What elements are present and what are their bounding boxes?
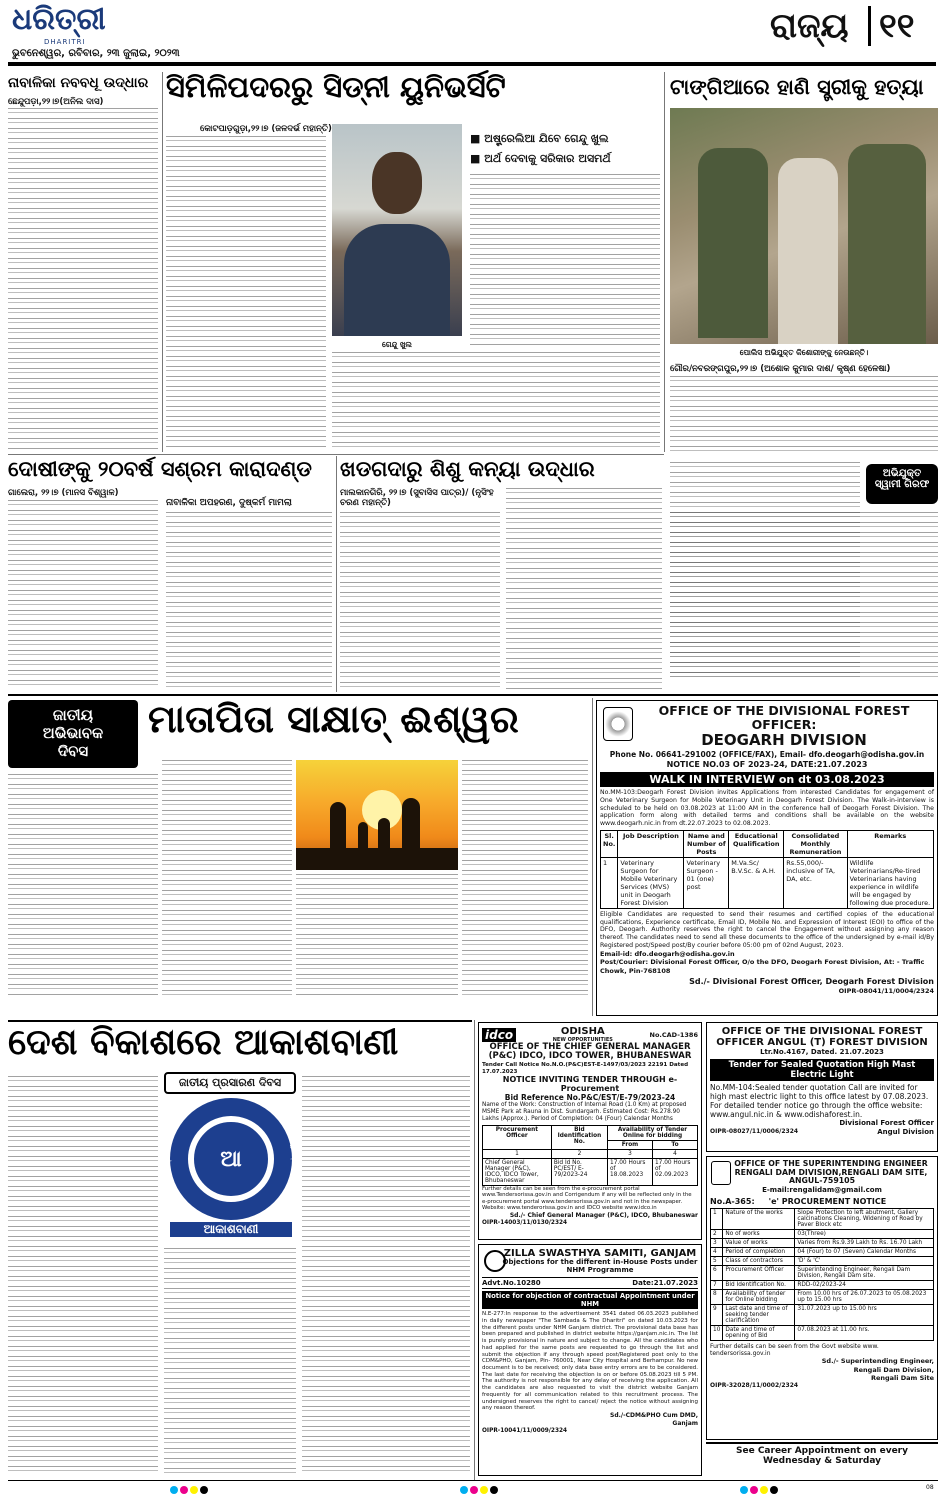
story2-caption: ଗେନ୍ଦୁ ଖୁଲ bbox=[382, 340, 412, 349]
table-cell: Superintending Engineer, Rengali Dam Division, Rengali Dam site. bbox=[795, 1265, 934, 1280]
divider bbox=[592, 698, 593, 1016]
story3-headline: ଟାଙ୍ଗିଆରେ ହାଣି ସ୍ତ୍ରୀକୁ ହତ୍ୟା bbox=[670, 75, 924, 99]
table-cell: 3 bbox=[711, 1238, 723, 1247]
divider bbox=[474, 1020, 475, 1480]
th: Sl. No. bbox=[601, 830, 618, 857]
tag-line: ସ୍ୱାମୀ ଗିରଫ bbox=[874, 479, 930, 490]
story3-photo bbox=[670, 108, 938, 344]
td: M.Va.Sc/ B.V.Sc. & A.H. bbox=[729, 857, 784, 908]
ad-sign: Sd./- Divisional Forest Officer, Deogarh Forest Division bbox=[689, 976, 934, 986]
ad-no: No.CAD-1386 bbox=[649, 1030, 698, 1039]
story1-headline: ନାବାଳିକା ନବବଧୂ ଉଦ୍ଧାର bbox=[8, 75, 149, 91]
ad-sign-2: Angul Division bbox=[877, 1128, 934, 1137]
tag-line: ଜାତୀୟ bbox=[52, 706, 94, 724]
table-cell: 10 bbox=[711, 1325, 723, 1340]
ad-body: N.E-277:In response to the advertisement 3541 dated 06.03.2023 published in daily newspaper "The Sambada & The Dharitri" on dated 10.03.2023 for the different posts under NHM Ganjam district. The provisional data base has been prepared and published in district website https://ganjam.nic.in. The list is purely provisional in nature and subject to change. All the candidates who had applied for the same posts are requested to go through the list and submit the objection if any through speed post/Registered post only to the CDM&PHO, Ganjam, Pin- 760001, Near City Hospital and Berhampur. No new document is to be received; only data base entry errors are to be considered. The last date for receiving the objection is on or before 05.08.2023 till 5 PM. The authority is not responsible for any delay of receiving the application. All the candidates are also requested to visit the district website Ganjam frequently for all communication related to this recruitment process. The undersigned reserves the right to cancel/ reject the notice without assigning any reason thereof. bbox=[482, 1311, 698, 1412]
table-cell: 8 bbox=[711, 1289, 723, 1304]
table-cell: 31.07.2023 up to 15.00 hrs bbox=[795, 1304, 934, 1325]
section-title: ରାଜ୍ୟ bbox=[770, 6, 849, 46]
table-cell: Date and time of opening of Bid bbox=[723, 1325, 795, 1340]
story5-byline: ମାଲକାନଗିରି, ୨୨।୭ (ସୁବାସିସ ପାତ୍ର)/ (ନୃସିଂହ ଚରଣ ମହାନ୍ତି) bbox=[340, 488, 494, 508]
story1-body bbox=[8, 108, 158, 450]
table-row bbox=[711, 1256, 934, 1265]
story2-body-lower bbox=[332, 352, 660, 450]
table-row bbox=[711, 1247, 934, 1256]
idco-logo: idco bbox=[482, 1028, 516, 1042]
td: 4 bbox=[652, 1149, 697, 1158]
ad-sign-2: Ganjam bbox=[672, 1419, 698, 1427]
feature2-body-1 bbox=[8, 1076, 158, 1476]
table-cell: 07.08.2023 at 11.00 hrs. bbox=[795, 1325, 934, 1340]
story3-tag bbox=[866, 464, 938, 504]
ad-zss-ganjam bbox=[478, 1244, 702, 1476]
th: Availability of Tender Online for bidding bbox=[608, 1125, 698, 1140]
bullet-text: ଅଷ୍ଟ୍ରେଲିଆ ଯିବେ ଗେନ୍ଦୁ ଖୁଲ bbox=[484, 132, 609, 145]
table-cell: 04 (Four) to 07 (Seven) Calendar Months bbox=[795, 1247, 934, 1256]
table-cell: Nature of the works bbox=[723, 1208, 795, 1229]
story2-body-col1 bbox=[166, 136, 326, 450]
ad-body: Further details can be seen from the Govt website www. tendersorissa.gov.in bbox=[710, 1342, 879, 1357]
ad-table bbox=[600, 830, 934, 909]
ad-body: Further details can be seen from the e-procurement portal www.Tendersorissa.gov.in and Corrigendum if any will be reflected only in the e-procurement portal www.tendersorissa.gov.in and not in the newspaper. Website: www.tenderorissa.gov.in and IDCO website www.idco.in bbox=[482, 1185, 692, 1212]
ad-subtitle: Objections for the different in-House Posts under NHM Programme bbox=[502, 1258, 698, 1274]
career-line-2: Wednesday & Saturday bbox=[762, 1456, 882, 1466]
ad-ref: OIPR-10041/11/0009/2324 bbox=[482, 1427, 568, 1434]
table-cell: Value of works bbox=[723, 1238, 795, 1247]
ad-table bbox=[482, 1125, 698, 1186]
ad-ref: OIPR-14003/11/0130/2324 bbox=[482, 1219, 568, 1226]
ad-inviting: NOTICE INVITING TENDER THROUGH e-Procurement bbox=[502, 1075, 678, 1094]
story4-headline: ଦୋଷୀଙ୍କୁ ୨୦ବର୍ଷ ସଶ୍ରମ କାରାଦଣ୍ଡ bbox=[8, 457, 312, 481]
ad-date: Date:21.07.2023 bbox=[632, 1279, 698, 1288]
ad-sign-1: Sd./- Superintending Engineer, bbox=[821, 1357, 934, 1366]
feature1-body-3 bbox=[296, 874, 458, 996]
ad-bid-ref: Bid Reference No.P&C/EST/E-79/2023-24 bbox=[504, 1092, 676, 1102]
story1-byline: ଛେନ୍ଦୁପଡ଼ା,୨୨।୭(ଅନିଲ ଦାସ) bbox=[8, 97, 104, 107]
tag-line: ଅଭିଯୁକ୍ତ bbox=[882, 468, 922, 479]
table-cell: 4 bbox=[711, 1247, 723, 1256]
ad-title-2: DEOGARH DIVISION bbox=[701, 730, 867, 749]
table-cell: Slope Protection to left abutment, Gallery calcinations Cleaning, Widening of Road by Paver Block etc bbox=[795, 1208, 934, 1229]
story2-photo bbox=[332, 124, 462, 336]
table-cell: 2 bbox=[711, 1229, 723, 1238]
air-logo-arc-left: ବହୁଜନ ହିତାୟ bbox=[164, 1159, 172, 1196]
ad-body: No.MM-104:Sealed tender quotation Call are invited for high mast electric light to this office latest by 07.08.2023. For detailed tender notice go through the office website: www.angul.nic.in & www.odishaforest.in. bbox=[710, 1083, 929, 1120]
ad-title-2: RENGALI DAM DIVISION,RENGALI DAM SITE, bbox=[734, 1167, 928, 1177]
ad-sign-2: Rengali Dam Division, bbox=[853, 1365, 934, 1374]
zss-logo-icon bbox=[484, 1250, 506, 1272]
ad-email: Email-id: dfo.deogarh@odisha.gov.in bbox=[600, 949, 735, 958]
table-cell: Bid Identification No. bbox=[723, 1280, 795, 1289]
td: Wildlife Veterinarians/Re-tired Veterinarians having experience in wildlife will be engaged by following due procedure. bbox=[847, 857, 933, 908]
table-row bbox=[711, 1229, 934, 1238]
td: Veterinary Surgeon for Mobile Veterinary Services (MVS) unit in Deogarh Forest Division bbox=[618, 857, 684, 908]
tag-line: ଅଭିଭାବକ bbox=[42, 724, 104, 742]
table-cell: No of works bbox=[723, 1229, 795, 1238]
odisha-emblem-icon bbox=[603, 707, 633, 741]
story4-subhead: ନାବାଳିକା ଅପହରଣ, ଦୁଷ୍କର୍ମ ମାମଲା bbox=[166, 498, 292, 508]
air-logo-mark: ଆ bbox=[220, 1147, 242, 1172]
feature1-tag bbox=[8, 700, 138, 768]
table-cell: 03(Three) bbox=[795, 1229, 934, 1238]
feature1-sunset-illustration bbox=[296, 760, 458, 870]
story3-caption: ପୋଲିସ ଅଭିଯୁକ୍ତ କିଶୋରୀଙ୍କୁ ନେଉଛନ୍ତି। bbox=[739, 348, 869, 357]
ad-sign-1: Divisional Forest Officer bbox=[839, 1119, 934, 1128]
ad-email: E-mail:rengalidam@gmail.com bbox=[762, 1185, 882, 1194]
air-logo bbox=[166, 1098, 296, 1242]
table-row bbox=[711, 1304, 934, 1325]
bullet-text: ଅର୍ଥ ଦେବାକୁ ସରିକାର ଅସମର୍ଥ bbox=[484, 152, 611, 165]
th: Name and Number of Posts bbox=[684, 830, 729, 857]
ad-banner: WALK IN INTERVIEW on dt 03.08.2023 bbox=[600, 772, 934, 787]
masthead-rule bbox=[8, 62, 936, 66]
table-cell: 7 bbox=[711, 1280, 723, 1289]
ad-work: Name of the Work: Construction of Internal Road (1.0 Km) at proposed MSME Park at Rauna in Dist. Sundargarh. Estimated Cost: Rs.278.90 Lakhs (Approx.). Period of Completion: 04 (Four) Calendar Months bbox=[482, 1102, 687, 1122]
td: 1 bbox=[601, 857, 618, 908]
divider bbox=[664, 72, 665, 452]
ad-ref: OIPR-08041/11/0004/2324 bbox=[838, 987, 934, 996]
odisha-emblem-icon bbox=[711, 1161, 731, 1185]
td: Bid Id No. PC/EST/ E-79/2023-24 bbox=[551, 1158, 607, 1185]
ad-idco bbox=[478, 1022, 702, 1240]
table-row bbox=[711, 1265, 934, 1280]
story4-body-1 bbox=[8, 500, 158, 690]
divider bbox=[162, 72, 163, 452]
story5-body-1 bbox=[340, 512, 500, 690]
table-row bbox=[711, 1238, 934, 1247]
dateline: ଭୁବନେଶ୍ୱର, ରବିବାର, ୨୩ ଜୁଲାଇ, ୨୦୨୩ bbox=[12, 48, 180, 59]
ad-banner: Tender for Sealed Quotation High Mast Electric Light bbox=[710, 1059, 934, 1081]
ad-title: OFFICE OF THE DIVISIONAL FOREST OFFICER ANGUL (T) FOREST DIVISION bbox=[716, 1026, 928, 1048]
footer-rule bbox=[8, 1480, 938, 1481]
td: 3 bbox=[608, 1149, 653, 1158]
ad-notice-title: 'e' PROCUREMENT NOTICE bbox=[768, 1196, 887, 1206]
air-logo-arc-right: ବହୁଜନ ସୁଖାୟ bbox=[290, 1122, 298, 1160]
ad-courier: Post/Courier: Divisional Forest Officer, O/o the DFO, Deogarh Forest Division, At: - Traffic Chowk, Pin-768108 bbox=[600, 958, 925, 975]
ad-banner: Notice for objection of contractual Appointment under NHM bbox=[482, 1291, 698, 1309]
td: 2 bbox=[551, 1149, 607, 1158]
odisha-logo-text: ODISHA bbox=[560, 1026, 605, 1037]
table-cell: From 10.00 hrs of 26.07.2023 to 05.08.2023 up to 15.00 hrs bbox=[795, 1289, 934, 1304]
divider bbox=[336, 456, 337, 692]
table-row bbox=[711, 1325, 934, 1340]
ad-sign-3: Rengali Dam Site bbox=[870, 1374, 934, 1383]
story2-byline: କୋଟପାଡ଼ଗୁଡ଼ା,୨୨।୭ (ଜଳଦର୍ଭ ମହାନ୍ତି) bbox=[200, 124, 332, 134]
ad-notice: NOTICE NO.03 OF 2023-24, DATE:21.07.2023 bbox=[666, 759, 868, 769]
ad-advt: Advt.No.10280 bbox=[482, 1279, 541, 1288]
ad-title-1: OFFICE OF THE DIVISIONAL FOREST OFFICER: bbox=[658, 703, 910, 732]
feature2-body-2 bbox=[164, 1248, 296, 1476]
ad-angul-forest bbox=[706, 1022, 938, 1152]
table-row bbox=[711, 1280, 934, 1289]
ad-table bbox=[710, 1208, 934, 1341]
table-cell: Procurement Officer bbox=[723, 1265, 795, 1280]
masthead bbox=[0, 0, 945, 70]
feature2-body-3 bbox=[302, 1076, 470, 1476]
table-cell: Last date and time of seeking tender clarification bbox=[723, 1304, 795, 1325]
td: Chief General Manager (P&C), IDCO, IDCO Tower, Bhubaneswar bbox=[483, 1158, 552, 1185]
story3-body-top bbox=[670, 376, 938, 456]
ad-title-3: ANGUL-759105 bbox=[788, 1176, 856, 1186]
story5-headline: ଖଡଗଦାରୁ ଶିଶୁ କନ୍ୟା ଉଦ୍ଧାର bbox=[340, 457, 595, 481]
feature2-headline: ଦେଶ ବିକାଶରେ ଆକାଶବାଣୀ bbox=[8, 1022, 399, 1063]
table-cell: RDD-02/2023-24 bbox=[795, 1280, 934, 1289]
page-code: 08 bbox=[926, 1484, 934, 1491]
ad-title-1: OFFICE OF THE SUPERINTENDING ENGINEER bbox=[734, 1159, 928, 1168]
career-line-1: See Career Appointment on every bbox=[736, 1446, 908, 1456]
newspaper-logo-sub: DHARITRI bbox=[44, 38, 86, 46]
table-cell: Class of contractors bbox=[723, 1256, 795, 1265]
story2-bullet-2: ■ ଅର୍ଥ ଦେବାକୁ ସରିକାର ଅସମର୍ଥ bbox=[470, 152, 611, 165]
story2-bullet-1: ■ ଅଷ୍ଟ୍ରେଲିଆ ଯିବେ ଗେନ୍ଦୁ ଖୁଲ bbox=[470, 132, 609, 145]
tag-line: ଦିବସ bbox=[57, 742, 89, 760]
story2-headline: ସିମିଳିପଦରରୁ ସିଡ୍‌ନୀ ୟୁନିଭର୍ସିଟି bbox=[166, 70, 506, 104]
ad-notice-no: No.A-365: bbox=[710, 1196, 755, 1206]
feature1-body-4 bbox=[462, 760, 588, 996]
ad-ref: OIPR-32028/11/0002/2324 bbox=[710, 1382, 799, 1390]
feature1-headline: ମାତାପିତା ସାକ୍ଷାତ୍ ଈଶ୍ୱର bbox=[148, 697, 519, 741]
th: From bbox=[608, 1140, 653, 1149]
career-promo bbox=[706, 1442, 938, 1476]
story4-byline: ଗାଲେରା, ୨୨।୭ (ମାନସ ବିଶ୍ୱାଳ) bbox=[8, 488, 119, 498]
ad-deogarh-forest bbox=[596, 700, 938, 1016]
td: 17.00 Hours of 18.08.2023 bbox=[608, 1158, 653, 1185]
divider bbox=[8, 454, 664, 455]
table-row bbox=[711, 1208, 934, 1229]
table-cell: 5 bbox=[711, 1256, 723, 1265]
page-number: ୧୧ bbox=[868, 6, 914, 46]
ad-sign-1: Sd./-CDM&PHO Cum DMD, bbox=[610, 1411, 698, 1419]
ad-rengali-dam bbox=[706, 1156, 938, 1440]
table-cell: Varies from Rs.9.39 Lakh to Rs. 16.70 Lakh bbox=[795, 1238, 934, 1247]
ad-body: Eligible Candidates are requested to send their resumes and certified copies of the educational qualifications, Experience certificate, Email ID, Mobile No. and Expression of Interest (EOI) to office of the DFO, Deogarh. Authority reserves the right to cancel the Engagement without assigning any reason thereof. The candidates need to send all these documents to the office of the undersigned by e-mail id/By Registered post/Speed post/By courier before 05:00 pm of 02nd August, 2023. bbox=[600, 910, 934, 949]
ad-ref: OIPR-08027/11/0006/2324 bbox=[710, 1128, 799, 1136]
divider bbox=[8, 694, 938, 696]
ad-call: Tender Call Notice No.N.O.(P&C)EST-E-1497/03/2023 22191 Dated 17.07.2023 bbox=[482, 1061, 689, 1075]
td: Rs.55,000/- inclusive of TA, DA, etc. bbox=[784, 857, 847, 908]
newspaper-logo: ଧରିତ୍ରୀ bbox=[12, 2, 106, 37]
odisha-logo-sub: NEW OPPORTUNITIES bbox=[552, 1037, 613, 1043]
th: To bbox=[652, 1140, 697, 1149]
ad-title: ZILLA SWASTHYA SAMITI, GANJAM bbox=[503, 1248, 697, 1259]
air-logo-text: ଆକାଶବାଣୀ bbox=[170, 1222, 292, 1237]
table-cell: Period of completion bbox=[723, 1247, 795, 1256]
td: Veterinary Surgeon - 01 (one) post bbox=[684, 857, 729, 908]
ad-title: OFFICE OF THE CHIEF GENERAL MANAGER (P&C) IDCO, IDCO TOWER, BHUBANESWAR bbox=[488, 1042, 692, 1062]
th: Educational Qualification bbox=[729, 830, 784, 857]
story3-byline: ଗୌର/ନବରଙ୍ଗପୁର,୨୨।୭ (ଅଶୋକ କୁମାର ଦାଶ/ କୃଷ୍ଣ ହେଳେଷା) bbox=[670, 364, 891, 374]
table-cell: 6 bbox=[711, 1265, 723, 1280]
th: Bid Identification No. bbox=[551, 1125, 607, 1149]
th: Job Description bbox=[618, 830, 684, 857]
story4-body-2 bbox=[166, 512, 332, 690]
feature1-body-2 bbox=[162, 760, 292, 996]
print-color-marks bbox=[0, 1486, 945, 1494]
ad-intro: No.MM-103:Deogarh Forest Division invites Applications from interested Candidates for engagement of One Veterinary Surgeon for Mobile Veterinary Unit in Deogarh Forest Division. The Walk-in-interview is scheduled to be held on 03.08.2023 at 11:00 AM in the conference hall of Deogarh Forest Division. The application form along with detailed terms and conditions shall be available on the website www.deogarh.nic.in from dt.22.07.2023 to 02.08.2023. bbox=[600, 789, 934, 828]
td: 17.00 Hours of 02.09.2023 bbox=[652, 1158, 697, 1185]
th: Procurement Officer bbox=[483, 1125, 552, 1149]
ad-phone: Phone No. 06641-291002 (OFFICE/FAX), Email- dfo.deogarh@odisha.gov.in bbox=[609, 750, 925, 759]
th: Remarks bbox=[847, 830, 933, 857]
story3-body-lower bbox=[670, 512, 938, 682]
story5-body-2 bbox=[506, 488, 662, 690]
table-cell: Availability of tender for Online bidding bbox=[723, 1289, 795, 1304]
td: 1 bbox=[483, 1149, 552, 1158]
story2-body-col3 bbox=[470, 174, 660, 346]
table-cell: 1 bbox=[711, 1208, 723, 1229]
table-row bbox=[711, 1289, 934, 1304]
odisha-logo bbox=[553, 1026, 613, 1043]
feature1-body-1 bbox=[8, 774, 158, 996]
table-cell: 9 bbox=[711, 1304, 723, 1325]
table-cell: 'D' & 'C' bbox=[795, 1256, 934, 1265]
feature2-tag: ଜାତୀୟ ପ୍ରସାରଣ ଦିବସ bbox=[164, 1072, 296, 1094]
ad-sign: Sd./- Chief General Manager (P&C), IDCO, Bhubaneswar bbox=[509, 1211, 698, 1219]
ad-ltr: Ltr.No.4167, Dated. 21.07.2023 bbox=[760, 1048, 884, 1056]
th: Consolidated Monthly Remuneration bbox=[784, 830, 847, 857]
